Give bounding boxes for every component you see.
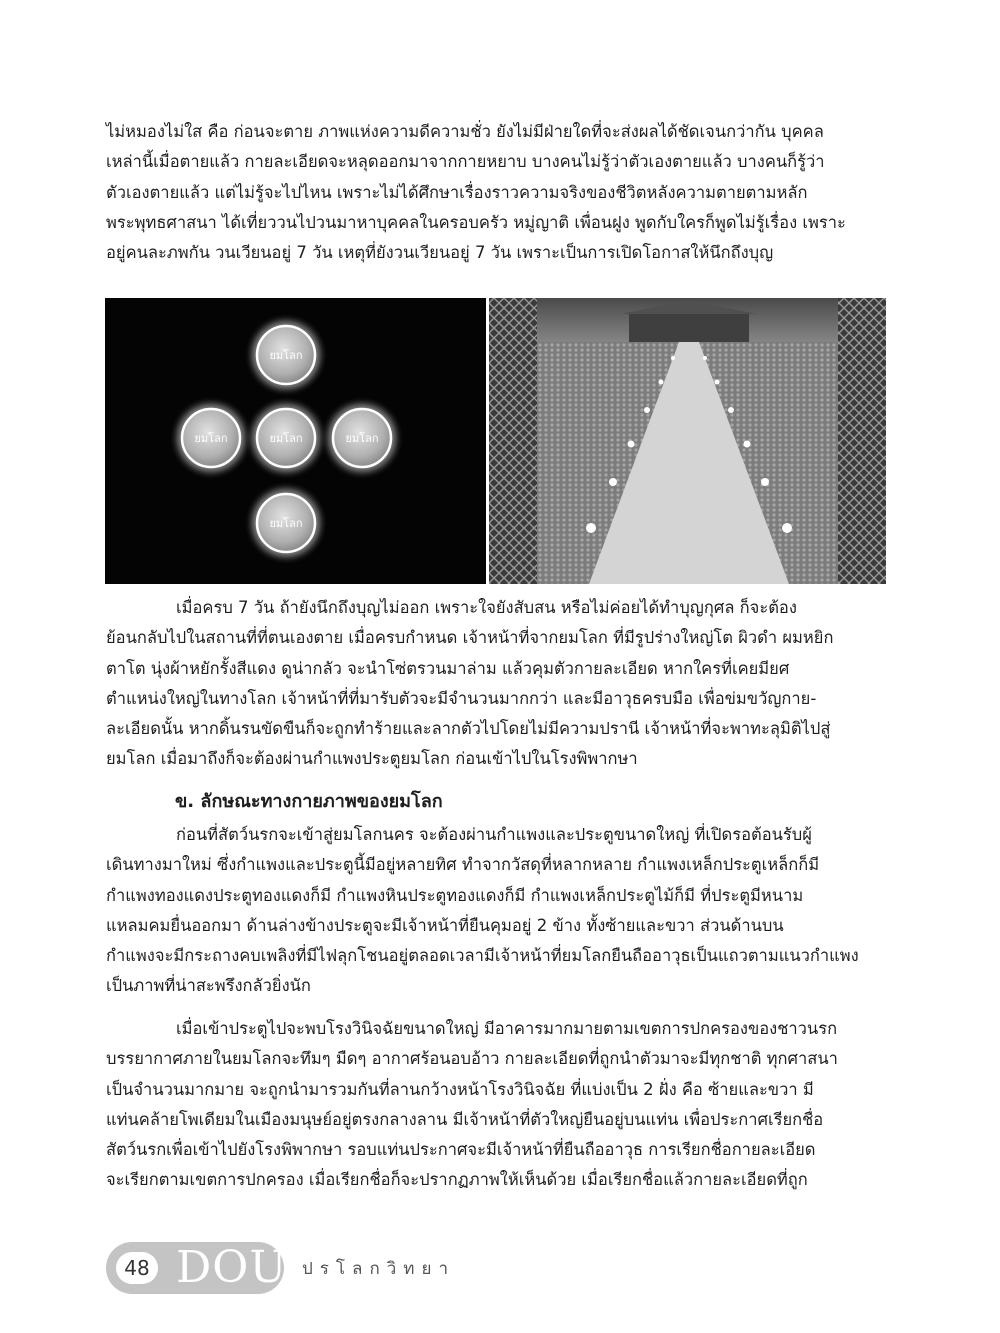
circle-label: ยมโลก (269, 517, 303, 530)
text-line: สัตว์นรกเพื่อเข้าไปยังโรงพิพากษา รอบแท่นประกาศจะมีเจ้าหน้าที่ยืนถืออาวุธ การเรียกชื่อกายละเอียด (106, 1140, 816, 1160)
gate-building (629, 312, 749, 342)
text-line: เมื่อครบ 7 วัน ถ้ายังนึกถึงบุญไม่ออก เพราะใจยังสับสน หรือไม่ค่อยได้ทำบุญกุศล ก็จะต้อง (176, 598, 797, 617)
body-paragraph (106, 820, 886, 1002)
text-line: ตัวเองตายแล้ว แต่ไม่รู้จะไปไหน เพราะไม่ได้ศึกษาเรื่องราวความจริงของชีวิตหลังความตายตามหลัก (106, 182, 808, 202)
body-paragraph (106, 117, 886, 268)
right-wall (838, 298, 886, 584)
footer-pill (106, 1242, 288, 1294)
body-paragraph (106, 1014, 886, 1196)
courtyard-gate-icon (489, 298, 886, 584)
text-line: ย้อนกลับไปในสถานที่ที่ตนเองตาย เมื่อครบกำหนด เจ้าหน้าที่จากยมโลก ที่มีรูปร่างใหญ่โต ผิวดำ ผมหยิก (106, 628, 834, 648)
circle-right (320, 396, 404, 480)
text-line: บรรยากาศภายในยมโลกจะทึมๆ มืดๆ อากาศร้อนอบอ้าว กายละเอียดที่ถูกนำตัวมาจะมีทุกชาติ ทุกศาสนา (106, 1049, 838, 1069)
text-line: กำแพงจะมีกระถางคบเพลิงที่มีไฟลุกโชนอยู่ตลอดเวลามีเจ้าหน้าที่ยมโลกยืนถืออาวุธเป็นแถวตามแนวกำแพง (106, 946, 859, 966)
brand-logo: DOU (176, 1242, 288, 1293)
text-line: จะเรียกตามเขตการปกครอง เมื่อเรียกชื่อก็จะปรากฏภาพให้เห็นด้วย เมื่อเรียกชื่อแล้วกายละเอียดที่ถูก (106, 1170, 808, 1190)
text-line: อยู่คนละภพกัน วนเวียนอยู่ 7 วัน เหตุที่ยังวนเวียนอยู่ 7 วัน เพราะเป็นการเปิดโอกาสให้นึกถึงบุญ (106, 243, 774, 263)
circle-bottom (244, 481, 328, 565)
circle-label: ยมโลก (194, 432, 228, 445)
text-line: กำแพงทองแดงประตูทองแดงก็มี กำแพงหินประตูทองแดงก็มี กำแพงเหล็กประตูไม้ก็มี ที่ประตูมีหนาม (106, 885, 804, 905)
text-line: ตาโต นุ่งผ้าหยักรั้งสีแดง ดูน่ากลัว จะนำโซ่ตรวนมาล่าม แล้วคุมตัวกายละเอียด หากใครที่เคยมียศ (106, 658, 790, 678)
text-line: เหล่านี้เมื่อตายแล้ว กายละเอียดจะหลุดออกมาจากกายหยาบ บางคนไม่รู้ว่าตัวเองตายแล้ว บางคนก็รู้ว่า (106, 152, 825, 172)
text-line: แหลมคมยื่นออกมา ด้านล่างข้างประตูจะมีเจ้าหน้าที่ยืนคุมอยู่ 2 ข้าง ทั้งซ้ายและขวา ส่วนด้านบน (106, 915, 784, 935)
yamaloka-gate-figure (489, 298, 886, 584)
text-line: เมื่อเข้าประตูไปจะพบโรงวินิจฉัยขนาดใหญ่ มีอาคารมากมายตามเขตการปกครองของชาวนรก (176, 1019, 838, 1038)
circle-label: ยมโลก (269, 432, 303, 445)
circle-left (169, 396, 253, 480)
text-line: แท่นคล้ายโพเดียมในเมืองมนุษย์อยู่ตรงกลางลาน มีเจ้าหน้าที่ตัวใหญ่ยืนอยู่บนแท่น เพื่อประกาศเรียกชื่อ (106, 1109, 824, 1129)
text-line: ไม่หมองไม่ใส คือ ก่อนจะตาย ภาพแห่งความดีความชั่ว ยังไม่มีฝ่ายใดที่จะส่งผลได้ชัดเจนกว่ากัน บุคคล (106, 122, 824, 141)
yamaloka-circles-illustration (105, 298, 486, 584)
text-line: เป็นจำนวนมากมาย จะถูกนำมารวมกันที่ลานกว้างหน้าโรงวินิจฉัย ที่แบ่งเป็น 2 ฝั่ง คือ ซ้ายและขวา มี (106, 1079, 814, 1099)
circle-label: ยมโลก (345, 432, 379, 445)
course-name: ปรโลกวิทยา (302, 1259, 456, 1279)
section-heading: ข. ลักษณะทางกายภาพของยมโลก (175, 791, 443, 812)
page-footer (106, 1242, 526, 1296)
text-line: ก่อนที่สัตว์นรกจะเข้าสู่ยมโลกนคร จะต้องผ่านกำแพงและประตูขนาดใหญ่ ที่เปิดรอต้อนรับผู้ (176, 825, 812, 844)
text-line: พระพุทธศาสนา ได้เที่ยววนไปวนมาหาบุคคลในครอบครัว หมู่ญาติ เพื่อนฝูง พูดกับใครก็พูดไม่รู้เรื่อง เพราะ (106, 212, 846, 232)
circle-center (244, 396, 328, 480)
text-line: ละเอียดนั้น หากดิ้นรนขัดขืนก็จะถูกทำร้ายและลากตัวไปโดยไม่มีความปรานี เจ้าหน้าที่จะพาทะลุมิติไปสู่ (106, 719, 831, 739)
circle-label: ยมโลก (269, 349, 303, 362)
circle-top (244, 313, 328, 397)
text-line: เป็นภาพที่น่าสะพรึงกลัวยิ่งนัก (106, 976, 311, 996)
text-line: ตำแหน่งใหญ่ในทางโลก เจ้าหน้าที่ที่มารับตัวจะมีจำนวนมากกว่า และมีอาวุธครบมือ เพื่อข่มขวัญกาย- (106, 688, 817, 708)
text-line: ยมโลก เมื่อมาถึงก็จะต้องผ่านกำแพงประตูยมโลก ก่อนเข้าไปในโรงพิพากษา (106, 749, 638, 769)
body-paragraph (106, 593, 886, 775)
left-wall (489, 298, 537, 584)
text-line: เดินทางมาใหม่ ซึ่งกำแพงและประตูนี้มีอยู่หลายทิศ ทำจากวัสดุที่หลากหลาย กำแพงเหล็กประตูเหล็กก็มี (106, 855, 820, 875)
yamaloka-circles-figure (105, 298, 486, 584)
page-number: 48 (116, 1252, 158, 1284)
